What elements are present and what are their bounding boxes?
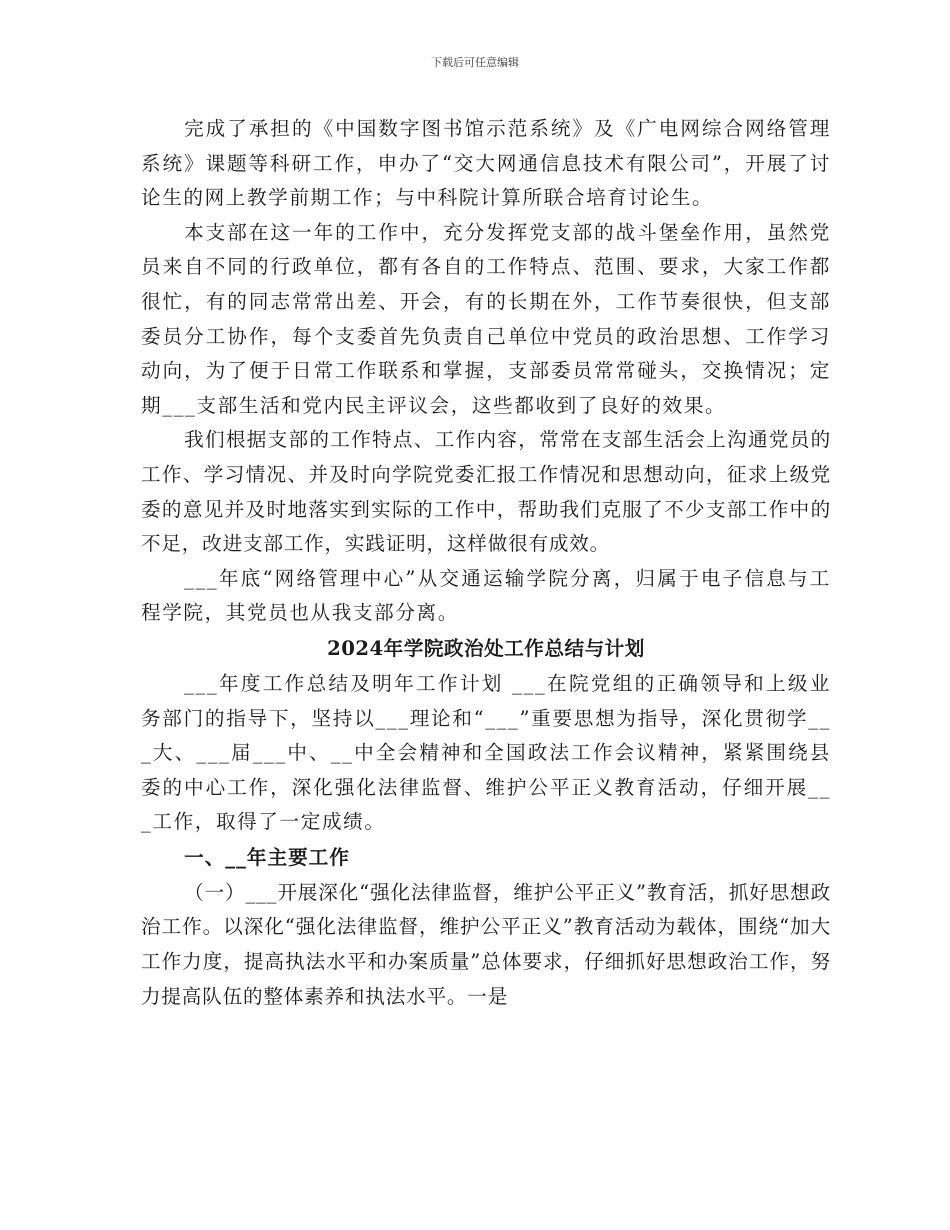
paragraph-5: ___年度工作总结及明年工作计划 ___在院党组的正确领导和上级业务部门的指导下，坚持以___理论和“___”重要思想为指导，深化贯彻学___大、___届___中、__中全会精神和全国政法工作会议精神，紧紧围绕县委的中心工作，深化强化法律监督、维护公平正义教育活动，仔细开展___工作，取得了一定成绩。 <box>141 671 831 834</box>
document-body <box>141 112 831 1014</box>
paragraph-2: 本支部在这一年的工作中，充分发挥党支部的战斗堡垒作用，虽然党员来自不同的行政单位，都有各自的工作特点、范围、要求，大家工作都很忙，有的同志常常出差、开会，有的长期在外，工作节奏很快，但支部委员分工协作，每个支委首先负责自己单位中党员的政治思想、工作学习动向，为了便于日常工作联系和掌握，支部委员常常碰头，交换情况；定期___支部生活和党内民主评议会，这些都收到了良好的效果。 <box>141 220 831 417</box>
section-heading: 一、__年主要工作 <box>184 845 350 869</box>
paragraph-1: 完成了承担的《中国数字图书馆示范系统》及《广电网综合网络管理系统》课题等科研工作，申办了“交大网通信息技术有限公司”，开展了讨论生的网上教学前期工作；与中科院计算所联合培育讨论生。 <box>141 117 831 210</box>
paragraph-6: （一）___开展深化“强化法律监督，维护公平正义”教育活，抓好思想政治工作。以深化“强化法律监督，维护公平正义”教育活动为载体，围绕“加大工作力度，提高执法水平和办案质量”总体要求，仔细抓好思想政治工作，努力提高队伍的整体素养和执法水平。一是 <box>141 880 831 1008</box>
paragraph-3: 我们根据支部的工作特点、工作内容，常常在支部生活会上沟通党员的工作、学习情况、并及时向学院党委汇报工作情况和思想动向，征求上级党委的意见并及时地落实到实际的工作中，帮助我们克服了不少支部工作中的不足，改进支部工作，实践证明，这样做很有成效。 <box>141 428 831 556</box>
header-note: 下载后可任意编辑 <box>431 56 519 69</box>
paragraph-4: ___年底“网络管理中心”从交通运输学院分离，归属于电子信息与工程学院，其党员也从我支部分离。 <box>141 566 831 625</box>
section-title: 2024年学院政治处工作总结与计划 <box>327 636 645 660</box>
